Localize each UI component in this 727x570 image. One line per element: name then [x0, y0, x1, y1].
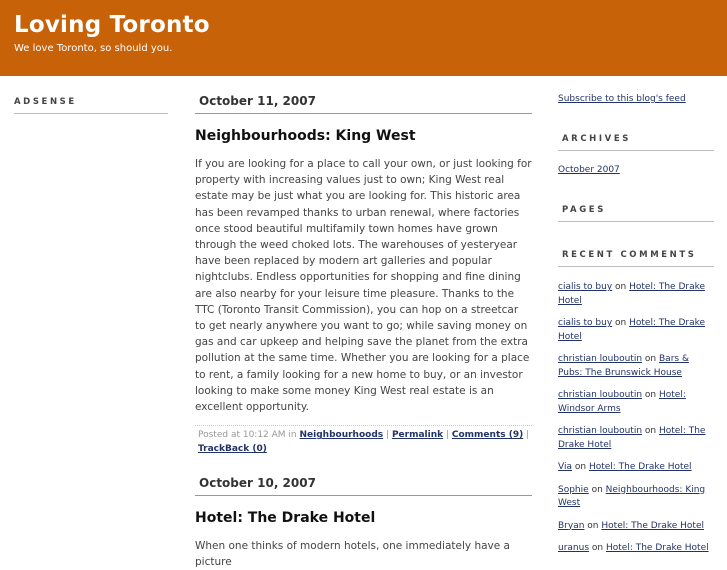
separator: | — [526, 430, 530, 441]
comment-author-link[interactable]: christian louboutin — [558, 390, 643, 400]
recent-comment-item — [558, 542, 714, 556]
recent-comment-item — [558, 425, 714, 452]
subscribe-feed-link[interactable]: Subscribe to this blog's feed — [558, 94, 686, 104]
left-sidebar — [14, 97, 168, 114]
post-body: When one thinks of modern hotels, one immediately have a picture — [195, 540, 510, 569]
comment-author-link[interactable]: cialis to buy — [558, 318, 613, 328]
site-description: We love Toronto, so should you. — [14, 43, 173, 54]
post-body: If you are looking for a place to call your own, or just looking for property with increasing values just to own; King West real estate may be just what you are looking for. This historic area has been revamped thanks to urban renewal, where factories once stood beautiful multifamily town homes have grown through the weed choked lots. The warehouses of yesteryear have been replaced by modern art galleries and popular nightclubs. Endless opportunities for shopping and fine dining are also nearby for your leisure time pleasure. Thanks to the TTC (Toronto Transit Commission), you can hop on a streetcar to get nearly anywhere you want to go; while saving money on gas and car upkeep and helping save the planet from the extra pollution at the same time. Whether you are looking for a place to rent, a family looking for a new home to buy, or an investor looking to make some money King West real estate is an excellent opportunity. — [195, 158, 532, 414]
comment-post-link[interactable]: Hotel: The Drake Hotel — [558, 318, 706, 342]
comment-post-link[interactable]: Hotel: The Drake Hotel — [601, 520, 704, 531]
recent-comment-item — [558, 520, 714, 534]
pages-heading: PAGES — [558, 205, 714, 222]
comment-post-link[interactable]: Hotel: The Drake Hotel — [558, 426, 706, 450]
on-word: on — [615, 318, 627, 328]
on-word: on — [591, 543, 604, 553]
comment-author-link[interactable]: Sophie — [558, 484, 589, 495]
comments-link[interactable]: Comments (9) — [451, 430, 524, 441]
category-link[interactable]: Neighbourhoods — [299, 430, 384, 441]
recent-comments-heading: RECENT COMMENTS — [558, 250, 714, 267]
recent-comment-item — [558, 484, 714, 511]
separator: | — [445, 430, 450, 441]
comment-post-link[interactable]: Hotel: The Drake Hotel — [588, 462, 692, 472]
on-word: on — [615, 282, 627, 292]
permalink-link[interactable]: Permalink — [391, 430, 444, 441]
comment-post-link[interactable]: Bars & Pubs: The Brunswick House — [558, 354, 689, 378]
comment-author-link[interactable]: Via — [558, 462, 572, 472]
recent-comment-item — [558, 281, 714, 308]
separator: | — [386, 430, 390, 441]
post-2 — [195, 472, 532, 570]
comment-post-link[interactable]: Hotel: The Drake Hotel — [606, 543, 709, 553]
comment-author-link[interactable]: christian louboutin — [558, 426, 643, 436]
main-content — [195, 90, 532, 456]
on-word: on — [591, 484, 603, 495]
post-title[interactable]: Hotel: The Drake Hotel — [195, 510, 376, 526]
posted-at-text: Posted at 10:12 AM in — [198, 430, 297, 441]
recent-comment-item — [558, 353, 714, 380]
recent-comment-item — [558, 389, 714, 416]
recent-comments-list — [558, 281, 714, 556]
recent-comment-item — [558, 461, 714, 475]
on-word: on — [644, 354, 657, 364]
site-header — [0, 0, 727, 76]
comment-post-link[interactable]: Neighbourhoods: King West — [558, 484, 706, 508]
date-heading: October 11, 2007 — [195, 90, 532, 114]
post-footer — [195, 425, 532, 456]
post-title[interactable]: Neighbourhoods: King West — [195, 128, 416, 144]
recent-comment-item — [558, 317, 714, 344]
on-word: on — [587, 520, 599, 531]
comment-author-link[interactable]: christian louboutin — [558, 354, 643, 364]
on-word: on — [644, 426, 657, 436]
comment-author-link[interactable]: cialis to buy — [558, 282, 613, 292]
trackback-link[interactable]: TrackBack (0) — [198, 444, 267, 455]
comment-post-link[interactable]: Hotel: The Drake Hotel — [558, 282, 706, 306]
date-heading: October 10, 2007 — [195, 472, 532, 496]
comment-author-link[interactable]: Bryan — [558, 520, 585, 531]
comment-author-link[interactable]: uranus — [558, 543, 590, 553]
on-word: on — [644, 390, 657, 400]
site-title[interactable]: Loving Toronto — [14, 12, 210, 38]
archives-heading: ARCHIVES — [558, 134, 714, 151]
right-sidebar — [558, 94, 714, 565]
archive-link-october-2007[interactable]: October 2007 — [558, 165, 620, 175]
comment-post-link[interactable]: Hotel: Windsor Arms — [558, 390, 686, 414]
on-word: on — [574, 462, 587, 472]
adsense-heading: ADSENSE — [14, 97, 168, 114]
